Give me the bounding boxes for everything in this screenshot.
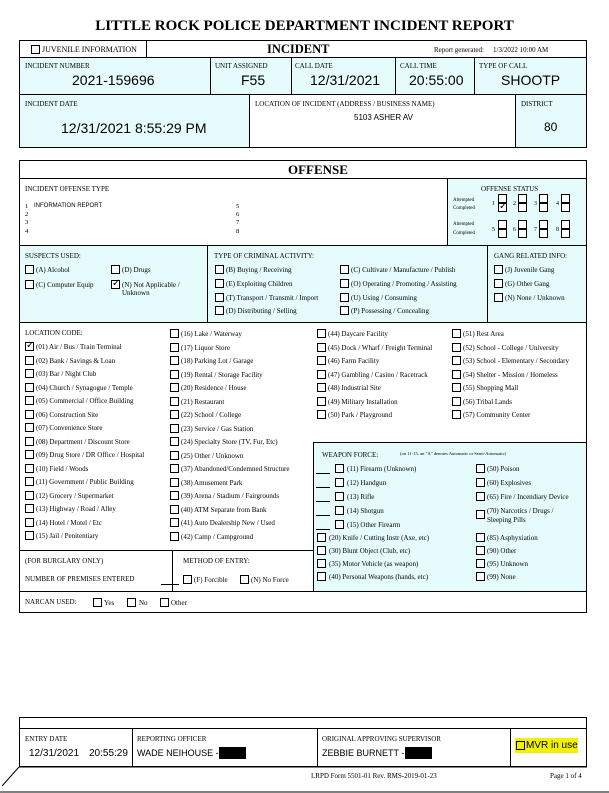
- location-code-item-checkbox[interactable]: [25, 450, 34, 459]
- location-code-item-label: (51) Rest Area: [463, 330, 504, 338]
- gang-item: (N) None / Unknown: [505, 294, 565, 302]
- location-code-item-checkbox[interactable]: [25, 437, 34, 446]
- weapon-force-label: (40) Personal Weapons (hands, etc): [329, 573, 429, 581]
- weapon-force-checkbox[interactable]: [476, 478, 485, 487]
- suspect-not-applicable-label: (N) Not Applicable /: [122, 281, 180, 289]
- location-code-item-checkbox[interactable]: [170, 518, 179, 527]
- completed-label: Completed: [453, 206, 475, 211]
- location-code-item-label: (11) Government / Public Building: [36, 478, 134, 486]
- location-code-item-label: (04) Church / Synagogue / Temple: [36, 383, 133, 392]
- weapon-force-checkbox[interactable]: [476, 572, 485, 581]
- gang-label: GANG RELATED INFO:: [494, 252, 568, 260]
- location-code-item-checkbox[interactable]: [317, 356, 326, 365]
- location-code-item-checkbox[interactable]: [25, 531, 34, 540]
- weapon-force-note: (on 11-15, an "A" denotes Automatic or Semi-Automatic): [400, 451, 507, 456]
- status-num: 5: [492, 227, 495, 233]
- status-num: 1: [492, 201, 495, 207]
- location-code-item-label: (25) Other / Unknown: [181, 451, 244, 460]
- burglary-label: (FOR BURGLARY ONLY): [25, 557, 104, 565]
- location-code-item-checkbox[interactable]: [25, 383, 34, 392]
- incident-section-title: INCIDENT: [267, 42, 330, 56]
- call-date-label: CALL DATE: [295, 62, 333, 70]
- form-number: LRPD Form 5501-01 Rev. RMS-2019-01-23: [311, 772, 437, 780]
- juvenile-label: JUVENILE INFORMATION: [42, 45, 137, 54]
- status-num: 2: [513, 201, 516, 207]
- offense-section-title: OFFENSE: [288, 162, 348, 177]
- incident-section: [19, 40, 587, 148]
- location-code-item-checkbox[interactable]: [25, 356, 34, 365]
- location-code-item-checkbox[interactable]: [25, 491, 34, 500]
- criminal-activity-label: TYPE OF CRIMINAL ACTIVITY:: [214, 252, 315, 260]
- criminal-checkbox[interactable]: [215, 306, 224, 315]
- status-checkbox[interactable]: [561, 203, 570, 212]
- supervisor: ZEBBIE BURNETT -: [322, 748, 405, 758]
- report-title: LITTLE ROCK POLICE DEPARTMENT INCIDENT REPORT: [95, 18, 514, 34]
- weapon-force-label: (13) Rifle: [347, 493, 375, 501]
- narcan-yes-label: Yes: [104, 599, 115, 607]
- unit-value: F55: [241, 72, 266, 88]
- type-of-call-label: TYPE OF CALL: [479, 62, 528, 70]
- mvr-checkbox[interactable]: [516, 741, 525, 750]
- location-code-item-checkbox[interactable]: [170, 478, 179, 487]
- location-code-item-label: (46) Farm Facility: [328, 357, 380, 365]
- weapon-force-label: (90) Other: [487, 547, 517, 555]
- no-force-label: (N) No Force: [251, 576, 289, 584]
- location-code-item-checkbox[interactable]: [170, 424, 179, 433]
- gang-item: (G) Other Gang: [505, 280, 550, 288]
- call-time-label: CALL TIME: [400, 62, 437, 70]
- location-code-item-label: (48) Industrial Site: [328, 384, 381, 392]
- location-code-item-checkbox[interactable]: [170, 410, 179, 419]
- criminal-checkbox[interactable]: [340, 279, 349, 288]
- location-code-item-label: (49) Military Installation: [328, 397, 398, 406]
- weapon-force-label: (12) Handgun: [347, 479, 387, 487]
- location-code-item-checkbox[interactable]: [452, 397, 461, 406]
- weapon-force-checkbox[interactable]: [317, 533, 326, 542]
- location-code-item-checkbox[interactable]: [170, 356, 179, 365]
- location-code-item-label: (37) Abandoned/Condemned Structure: [181, 465, 290, 473]
- location-code-item-checkbox[interactable]: [452, 343, 461, 352]
- weapon-force-checkbox[interactable]: [476, 492, 485, 501]
- location-code-item-label: (15) Jail / Penitentiary: [36, 532, 99, 540]
- entry-date-label: ENTRY DATE: [25, 735, 68, 743]
- gang-checkbox[interactable]: [494, 265, 503, 274]
- status-checkbox[interactable]: [498, 220, 507, 229]
- location-code-item-label: (39) Arena / Stadium / Fairgrounds: [181, 492, 280, 500]
- location-code-item-label: (03) Bar / Night Club: [36, 370, 97, 378]
- location-code-item-checkbox[interactable]: [25, 369, 34, 378]
- weapon-force-label: WEAPON FORCE:: [322, 451, 379, 459]
- location-code-item-label: (41) Auto Dealership New / Used: [181, 519, 275, 527]
- location-code-item-label: (56) Tribal Lands: [463, 397, 512, 406]
- suspect-drugs-label: (D) Drugs: [122, 266, 151, 274]
- district-label: DISTRICT: [521, 100, 553, 108]
- location-code-item-checkbox[interactable]: [452, 410, 461, 419]
- location-code-item-checkbox[interactable]: [170, 491, 179, 500]
- location-code-item-checkbox[interactable]: [317, 397, 326, 406]
- criminal-item: (O) Operating / Promoting / Assisting: [351, 280, 457, 288]
- status-checkbox[interactable]: [539, 220, 548, 229]
- location-code-item-label: (24) Specialty Store (TV, Fur, Etc): [181, 438, 278, 446]
- incident-date: 12/31/2021 8:55:29 PM: [61, 120, 207, 136]
- weapon-force-checkbox[interactable]: [317, 559, 326, 568]
- location-code-item-label: (57) Community Center: [463, 411, 531, 419]
- call-date: 12/31/2021: [310, 72, 381, 88]
- status-checkbox[interactable]: [518, 229, 527, 238]
- offense-type-label: INCIDENT OFFENSE TYPE: [25, 185, 110, 193]
- status-checkbox[interactable]: [561, 229, 570, 238]
- weapon-force-label: (60) Explosives: [487, 479, 532, 487]
- weapon-force-checkbox[interactable]: [335, 478, 344, 487]
- offense-row-num: 6: [236, 211, 240, 218]
- page-number: Page 1 of 4: [550, 772, 582, 780]
- gang-item: (J) Juvenile Gang: [505, 266, 555, 274]
- weapon-force-label: Sleeping Pills: [487, 516, 526, 524]
- status-checkbox[interactable]: [518, 203, 527, 212]
- report-generated-label: Report generated:: [434, 46, 484, 54]
- location-label: LOCATION OF INCIDENT (ADDRESS / BUSINESS NAME): [255, 100, 435, 108]
- weapon-force-checkbox[interactable]: [476, 559, 485, 568]
- location-code-item-checkbox[interactable]: [170, 397, 179, 406]
- location-code-item-checkbox[interactable]: [170, 505, 179, 514]
- no-force-checkbox[interactable]: [240, 575, 249, 584]
- location-code-item-label: (20) Residence / House: [181, 384, 247, 392]
- offense-row-text: INFORMATION REPORT: [34, 203, 103, 209]
- location-code-item-label: (12) Grocery / Supermarket: [36, 491, 114, 500]
- offense-row-num: 5: [236, 203, 240, 210]
- location-code-item-label: (50) Park / Playground: [328, 411, 392, 419]
- narcan-label: NARCAN USED:: [25, 598, 77, 606]
- location-code-item-checkbox[interactable]: [25, 477, 34, 486]
- incident-number: 2021-159696: [72, 72, 155, 88]
- weapon-force-checkbox[interactable]: [335, 492, 344, 501]
- status-checkbox-attempted[interactable]: [498, 194, 507, 203]
- location-code-item-checkbox[interactable]: [170, 532, 179, 541]
- location-code-item-checkbox[interactable]: [317, 383, 326, 392]
- weapon-force-checkbox[interactable]: [335, 520, 344, 529]
- criminal-item: (T) Transport / Transmit / Import: [226, 294, 319, 302]
- reporting-officer-label: REPORTING OFFICER: [137, 735, 207, 743]
- location-code-item-label: (18) Parking Lot / Garage: [181, 357, 254, 365]
- weapon-force-label: (15) Other Firearm: [347, 521, 401, 529]
- weapon-force-label: (20) Knife / Cutting Instr (Axe, etc): [329, 534, 430, 542]
- weapon-force-label: (14) Shotgun: [347, 507, 384, 515]
- offense-row-num: 1: [25, 203, 29, 210]
- status-checkbox[interactable]: [561, 194, 570, 203]
- suspect-alcohol-label: (A) Alcohol: [36, 266, 70, 274]
- location-code-item-checkbox[interactable]: [452, 356, 461, 365]
- location-code-item-label: (17) Liquor Store: [181, 343, 230, 352]
- location-code-item-label: (22) School / College: [181, 411, 242, 419]
- weapon-force-checkbox[interactable]: [476, 546, 485, 555]
- suspect-computer-checkbox[interactable]: [25, 280, 34, 289]
- location-value: 5103 ASHER AV: [354, 113, 413, 122]
- location-code-item-label: (44) Daycare Facility: [328, 330, 388, 338]
- call-time: 20:55:00: [409, 72, 464, 88]
- narcan-no-checkbox[interactable]: [127, 598, 136, 607]
- criminal-checkbox[interactable]: [340, 265, 349, 274]
- completed-label: Completed: [453, 231, 475, 236]
- suspect-unknown-label: Unknown: [122, 289, 150, 297]
- weapon-force-checkbox[interactable]: [476, 464, 485, 473]
- location-code-item-checkbox[interactable]: [25, 504, 34, 513]
- criminal-checkbox[interactable]: [215, 293, 224, 302]
- weapon-force-label: (30) Blunt Object (Club, etc): [329, 547, 411, 555]
- incident-date-label: INCIDENT DATE: [25, 100, 78, 108]
- location-code-item-label: (10) Field / Woods: [36, 464, 89, 473]
- criminal-item: (B) Buying / Receiving: [226, 266, 292, 274]
- location-code-item-checkbox[interactable]: [452, 383, 461, 392]
- location-code-item-label: (07) Convenience Store: [36, 424, 103, 432]
- weapon-force-checkbox[interactable]: [335, 506, 344, 515]
- offense-row-num: 4: [25, 228, 29, 235]
- weapon-force-label: (65) Fire / Incendiary Device: [487, 493, 569, 501]
- entry-date: 12/31/2021: [29, 748, 80, 759]
- suspect-drugs-checkbox[interactable]: [111, 265, 120, 274]
- gang-checkbox[interactable]: [494, 279, 503, 288]
- criminal-checkbox[interactable]: [215, 279, 224, 288]
- location-code-item-label: (21) Restaurant: [181, 397, 225, 406]
- weapon-force-label: (35) Motor Vehicle (as weapon): [329, 560, 419, 568]
- location-code-item-checkbox[interactable]: [317, 370, 326, 379]
- weapon-force-label: (11) Firearm (Unknown): [347, 465, 417, 473]
- redaction-bar: [219, 747, 246, 759]
- location-code-item-label: (40) ATM Separate from Bank: [181, 505, 267, 514]
- location-code-item-label: (13) Highway / Road / Alley: [36, 505, 116, 513]
- offense-section: [19, 160, 587, 613]
- supervisor-label: ORIGINAL APPROVING SUPERVISOR: [322, 735, 441, 743]
- unit-label: UNIT ASSIGNED: [215, 62, 268, 70]
- status-checkbox[interactable]: [539, 194, 548, 203]
- location-code-item-checkbox[interactable]: [25, 396, 34, 405]
- location-code-item-checkbox[interactable]: [452, 370, 461, 379]
- gang-checkbox[interactable]: [494, 293, 503, 302]
- status-checkbox-completed[interactable]: [498, 203, 507, 212]
- criminal-item: (C) Cultivate / Manufacture / Publish: [351, 266, 456, 274]
- narcan-yes-checkbox[interactable]: [93, 598, 102, 607]
- location-code-item-label: (42) Camp / Campground: [181, 532, 254, 541]
- narcan-other-label: Other: [171, 599, 187, 607]
- location-code-item-label: (23) Service / Gas Station: [181, 424, 254, 433]
- suspect-not-applicable-checkbox[interactable]: [111, 280, 120, 289]
- weapon-force-checkbox[interactable]: [335, 464, 344, 473]
- status-checkbox[interactable]: [561, 220, 570, 229]
- location-code-item-checkbox[interactable]: [25, 410, 34, 419]
- location-code-item-label: (53) School - Elementary / Secondary: [463, 357, 569, 365]
- mvr-label: MVR in use: [526, 740, 578, 751]
- location-code-item-label: (05) Commercial / Office Building: [36, 397, 134, 405]
- status-num: 3: [534, 201, 537, 207]
- forcible-label: (F) Forcible: [194, 576, 228, 584]
- location-code-item-label: (16) Lake / Waterway: [181, 330, 242, 338]
- criminal-checkbox[interactable]: [340, 293, 349, 302]
- criminal-item: (D) Distributing / Selling: [226, 307, 297, 315]
- weapon-force-checkbox[interactable]: [476, 533, 485, 542]
- weapon-force-label: (50) Poison: [487, 465, 520, 473]
- criminal-item: (U) Using / Consuming: [351, 294, 417, 302]
- location-code-item-label: (54) Shelter - Mission / Homeless: [463, 370, 558, 379]
- attempted-label: Attempted: [453, 222, 475, 227]
- offense-status-label: OFFENSE STATUS: [481, 185, 539, 193]
- location-code-item-checkbox[interactable]: [25, 464, 34, 473]
- status-checkbox[interactable]: [498, 229, 507, 238]
- location-code-item-checkbox[interactable]: [170, 464, 179, 473]
- location-code-item-label: (09) Drug Store / DR Office / Hospital: [36, 451, 145, 459]
- location-code-item-label: (55) Shopping Mall: [463, 384, 519, 392]
- offense-row-num: 8: [236, 228, 240, 235]
- narcan-no-label: No: [139, 599, 148, 607]
- footer-section: [19, 717, 587, 767]
- location-code-item-checkbox[interactable]: [25, 342, 34, 351]
- footer-corner-lines: [0, 764, 609, 793]
- entry-time: 20:55:29: [89, 748, 128, 759]
- location-code-item-checkbox[interactable]: [170, 343, 179, 352]
- status-checkbox[interactable]: [518, 220, 527, 229]
- offense-row-num: 7: [236, 219, 240, 226]
- weapon-force-label: (85) Asphyxiation: [487, 534, 538, 542]
- location-code-item-label: (52) School - College / University: [463, 343, 559, 352]
- location-code-item-label: (19) Rental / Storage Facility: [181, 370, 263, 379]
- location-code-item-label: (47) Gambling / Casino / Racetrack: [328, 370, 428, 379]
- location-code-item-label: (02) Bank / Savings & Loan: [36, 356, 116, 365]
- location-code-item-checkbox[interactable]: [170, 383, 179, 392]
- weapon-force-checkbox[interactable]: [317, 572, 326, 581]
- district-value: 80: [544, 120, 558, 134]
- suspect-computer-label: (C) Computer Equip: [36, 281, 94, 289]
- premises-label: NUMBER OF PREMISES ENTERED: [25, 575, 135, 583]
- weapon-force-label: (95) Unknown: [487, 560, 529, 568]
- status-checkbox[interactable]: [539, 203, 548, 212]
- attempted-label: Attempted: [453, 198, 475, 203]
- location-code-item-checkbox[interactable]: [317, 343, 326, 352]
- weapon-force-label: (70) Narcotics / Drugs /: [487, 507, 554, 515]
- offense-row-num: 2: [25, 211, 29, 218]
- suspect-alcohol-checkbox[interactable]: [25, 265, 34, 274]
- criminal-checkbox[interactable]: [215, 265, 224, 274]
- location-code-item-checkbox[interactable]: [170, 451, 179, 460]
- status-checkbox[interactable]: [518, 194, 527, 203]
- incident-number-label: INCIDENT NUMBER: [25, 62, 90, 70]
- status-num: 8: [556, 227, 559, 233]
- location-code-item-checkbox[interactable]: [170, 370, 179, 379]
- redaction-bar: [405, 747, 432, 759]
- narcan-other-checkbox[interactable]: [160, 598, 169, 607]
- offense-row-num: 3: [25, 219, 29, 226]
- weapon-force-label: (99) None: [487, 573, 516, 581]
- location-code-item-label: (14) Hotel / Motel / Etc: [36, 518, 102, 527]
- location-code-label: LOCATION CODE:: [25, 329, 83, 337]
- criminal-item: (E) Exploiting Children: [226, 280, 293, 288]
- location-code-item-label: (45) Dock / Wharf / Freight Terminal: [328, 343, 433, 352]
- weapon-force-checkbox[interactable]: [476, 510, 485, 519]
- method-of-entry-label: METHOD OF ENTRY:: [183, 557, 250, 565]
- location-code-item-checkbox[interactable]: [170, 437, 179, 446]
- location-code-item-checkbox[interactable]: [452, 329, 461, 338]
- juvenile-checkbox[interactable]: [31, 45, 40, 54]
- location-code-item-checkbox[interactable]: [317, 410, 326, 419]
- location-code-item-label: (01) Air / Bus / Train Terminal: [36, 343, 122, 351]
- status-num: 7: [534, 227, 537, 233]
- forcible-checkbox[interactable]: [183, 575, 192, 584]
- location-code-item-label: (06) Construction Site: [36, 410, 99, 419]
- location-code-item-checkbox[interactable]: [170, 329, 179, 338]
- status-num: 4: [556, 201, 559, 207]
- suspects-label: SUSPECTS USED:: [25, 252, 81, 260]
- status-num: 6: [513, 227, 516, 233]
- location-code-item-checkbox[interactable]: [25, 518, 34, 527]
- report-generated-value: 1/3/2022 10:00 AM: [493, 46, 549, 54]
- location-code-item-checkbox[interactable]: [317, 329, 326, 338]
- location-code-item-checkbox[interactable]: [25, 423, 34, 432]
- location-code-item-label: (38) Amusement Park: [181, 478, 243, 487]
- status-checkbox[interactable]: [539, 229, 548, 238]
- reporting-officer: WADE NEIHOUSE -: [137, 748, 219, 758]
- weapon-force-checkbox[interactable]: [317, 546, 326, 555]
- type-of-call: SHOOTP: [501, 72, 561, 88]
- criminal-item: (P) Possessing / Concealing: [351, 307, 429, 315]
- criminal-checkbox[interactable]: [340, 306, 349, 315]
- location-code-item-label: (08) Department / Discount Store: [36, 437, 130, 446]
